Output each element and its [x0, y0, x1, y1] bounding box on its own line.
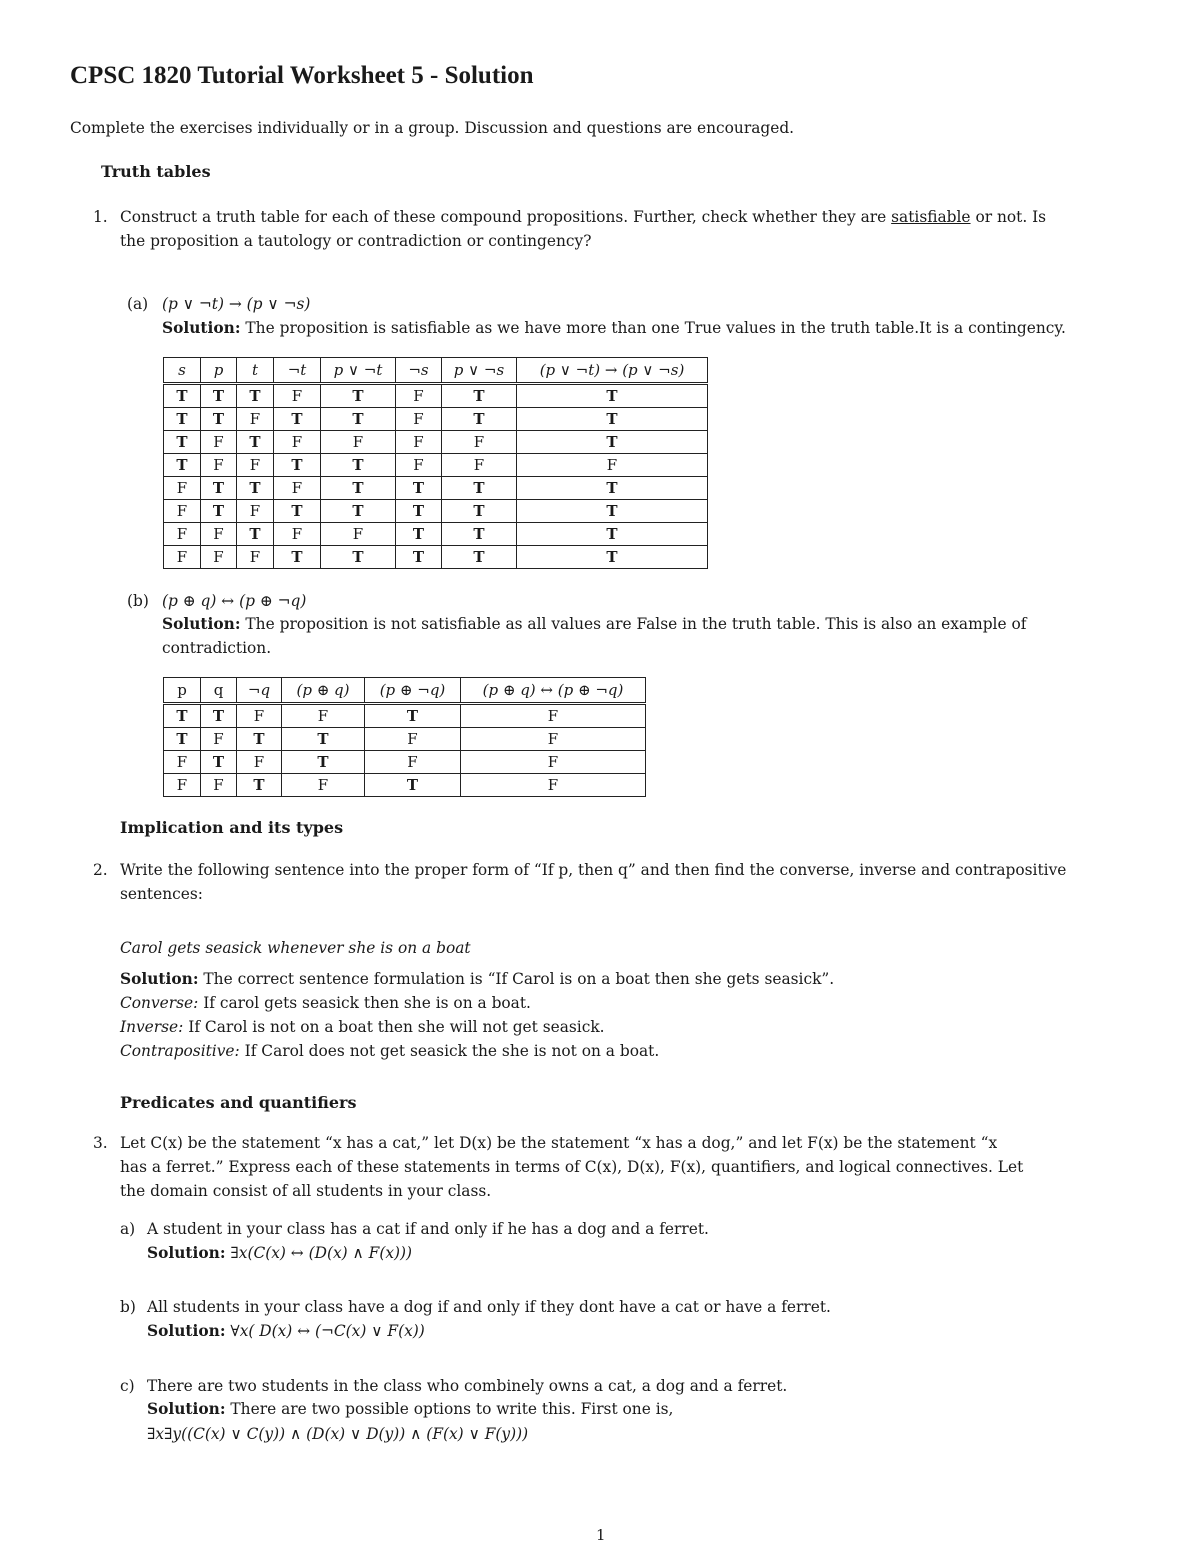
question-1-number: 1.	[93, 208, 108, 226]
converse-line: Converse: If carol gets seasick then she is on a boat.	[120, 994, 531, 1012]
table-a-cell: F	[201, 546, 237, 569]
table-a-cell: F	[274, 523, 321, 546]
table-a-cell: T	[517, 408, 708, 431]
table-a-cell: T	[321, 500, 396, 523]
part-3b-label: b)	[120, 1298, 136, 1316]
table-a-header-row	[164, 358, 708, 384]
table-a-cell: T	[321, 454, 396, 477]
table-a-cell: T	[396, 477, 442, 500]
table-a-cell: T	[517, 546, 708, 569]
part-b-solution-line2: contradiction.	[162, 639, 272, 657]
table-b-cell: F	[237, 704, 282, 728]
table-a-cell: T	[274, 500, 321, 523]
table-a-cell: F	[201, 523, 237, 546]
part-a-solution: Solution: The proposition is satisfiable as we have more than one True values in the truth table.It is a contingency.	[162, 319, 1066, 337]
table-b-cell: F	[201, 774, 237, 797]
table-b-cell: F	[461, 774, 646, 797]
question-1-line2: the proposition a tautology or contradiction or contingency?	[120, 232, 592, 250]
table-a-row	[164, 431, 708, 454]
carol-sentence: Carol gets seasick whenever she is on a boat	[120, 939, 471, 957]
part-3c-solution: Solution: There are two possible options to write this. First one is,	[147, 1400, 674, 1418]
page-number: 1	[596, 1526, 606, 1544]
table-a-header-cell: (p ∨ ¬t) → (p ∨ ¬s)	[517, 358, 708, 384]
table-a-cell: F	[396, 384, 442, 408]
table-a-cell: F	[396, 454, 442, 477]
table-b-cell: F	[164, 774, 201, 797]
table-b-header-cell: (p ⊕ q)	[282, 678, 365, 704]
table-b-cell: F	[365, 751, 461, 774]
contrapositive-line: Contrapositive: If Carol does not get seasick the she is not on a boat.	[120, 1042, 660, 1060]
section-heading-implication: Implication and its types	[120, 818, 344, 837]
table-a-cell: T	[442, 500, 517, 523]
part-b-label: (b)	[127, 592, 149, 610]
table-b-cell: F	[282, 774, 365, 797]
table-b-cell: T	[282, 728, 365, 751]
table-b-header-cell: ¬q	[237, 678, 282, 704]
table-a-header-cell: p ∨ ¬s	[442, 358, 517, 384]
table-a-header-cell: s	[164, 358, 201, 384]
table-a-cell: T	[274, 546, 321, 569]
table-a-cell: F	[237, 546, 274, 569]
table-a-cell: T	[442, 384, 517, 408]
table-a-cell: F	[442, 431, 517, 454]
table-b-cell: T	[282, 751, 365, 774]
table-a-cell: F	[396, 431, 442, 454]
part-3a-solution: Solution: ∃x(C(x) ↔ (D(x) ∧ F(x)))	[147, 1244, 413, 1262]
table-a-cell: T	[396, 523, 442, 546]
question-3-number: 3.	[93, 1134, 108, 1152]
table-a-cell: F	[237, 408, 274, 431]
intro-text: Complete the exercises individually or in a group. Discussion and questions are encouraged.	[70, 119, 795, 137]
table-a-cell: T	[201, 384, 237, 408]
table-a-cell: F	[274, 431, 321, 454]
section-heading-truth-tables: Truth tables	[101, 162, 211, 181]
table-b-cell: F	[461, 704, 646, 728]
table-a-header-cell: ¬t	[274, 358, 321, 384]
table-a-cell: T	[321, 408, 396, 431]
table-b-cell: T	[365, 774, 461, 797]
table-b-row	[164, 751, 646, 774]
question-3-line1: Let C(x) be the statement “x has a cat,” let D(x) be the statement “x has a dog,” and let F(x) be the statement “x	[120, 1134, 998, 1152]
table-a-header-cell: p	[201, 358, 237, 384]
table-a-cell: F	[274, 477, 321, 500]
table-b-row	[164, 728, 646, 751]
table-a-cell: T	[321, 384, 396, 408]
table-b-cell: F	[365, 728, 461, 751]
table-a-cell: T	[164, 408, 201, 431]
table-b-cell: T	[237, 728, 282, 751]
table-a-cell: F	[201, 431, 237, 454]
question-3-line3: the domain consist of all students in your class.	[120, 1182, 492, 1200]
table-a-row	[164, 477, 708, 500]
table-a-cell: T	[321, 546, 396, 569]
table-b-row	[164, 774, 646, 797]
table-a-cell: T	[517, 384, 708, 408]
table-a-cell: F	[321, 431, 396, 454]
part-3c-formula: ∃x∃y((C(x) ∨ C(y)) ∧ (D(x) ∨ D(y)) ∧ (F(x) ∨ F(y)))	[147, 1425, 529, 1443]
table-b-cell: F	[282, 704, 365, 728]
page-title: CPSC 1820 Tutorial Worksheet 5 - Solution	[70, 62, 534, 89]
table-a-cell: T	[164, 384, 201, 408]
table-a-row	[164, 500, 708, 523]
table-b-header-cell: p	[164, 678, 201, 704]
table-a-cell: T	[517, 477, 708, 500]
table-b-header-cell: (p ⊕ q) ↔ (p ⊕ ¬q)	[461, 678, 646, 704]
table-a-cell: T	[517, 500, 708, 523]
table-a-row	[164, 523, 708, 546]
table-a-cell: T	[442, 546, 517, 569]
table-a-cell: T	[396, 500, 442, 523]
table-a-cell: T	[201, 408, 237, 431]
table-b-cell: T	[201, 751, 237, 774]
table-a-header-cell: ¬s	[396, 358, 442, 384]
table-a-cell: T	[274, 408, 321, 431]
table-a-cell: T	[517, 523, 708, 546]
table-a-row	[164, 454, 708, 477]
question-3-line2: has a ferret.” Express each of these statements in terms of C(x), D(x), F(x), quantifiers, and logical connectives. Let	[120, 1158, 1024, 1176]
table-a-cell: T	[164, 454, 201, 477]
question-2-number: 2.	[93, 861, 108, 879]
table-a-cell: T	[201, 500, 237, 523]
table-a-cell: F	[164, 477, 201, 500]
inverse-line: Inverse: If Carol is not on a boat then she will not get seasick.	[120, 1018, 605, 1036]
table-a-cell: T	[201, 477, 237, 500]
table-b-cell: F	[164, 751, 201, 774]
table-a-cell: F	[321, 523, 396, 546]
question-1-line1: Construct a truth table for each of these compound propositions. Further, check whether they are satisfiable or not. Is	[120, 208, 1047, 226]
part-a-expression: (p ∨ ¬t) → (p ∨ ¬s)	[162, 295, 311, 313]
table-b-cell: T	[365, 704, 461, 728]
table-b-cell: F	[461, 751, 646, 774]
part-b-solution-line1: Solution: The proposition is not satisfiable as all values are False in the truth table. This is also an example of	[162, 615, 1027, 633]
truth-table-a	[163, 357, 708, 569]
table-a-cell: F	[396, 408, 442, 431]
table-a-cell: T	[442, 408, 517, 431]
section-heading-predicates: Predicates and quantifiers	[120, 1093, 357, 1112]
table-a-cell: T	[517, 431, 708, 454]
table-b-cell: T	[201, 704, 237, 728]
table-b-row	[164, 704, 646, 728]
part-3c-label: c)	[120, 1377, 135, 1395]
table-a-cell: F	[442, 454, 517, 477]
table-a-cell: T	[164, 431, 201, 454]
table-a-cell: F	[164, 500, 201, 523]
table-a-cell: T	[237, 384, 274, 408]
table-b-cell: T	[164, 728, 201, 751]
table-a-cell: T	[237, 477, 274, 500]
table-a-row	[164, 408, 708, 431]
part-3b-solution: Solution: ∀x( D(x) ↔ (¬C(x) ∨ F(x))	[147, 1322, 425, 1340]
table-a-cell: T	[237, 431, 274, 454]
table-b-cell: T	[237, 774, 282, 797]
part-3c-text: There are two students in the class who combinely owns a cat, a dog and a ferret.	[147, 1377, 788, 1395]
table-a-cell: T	[321, 477, 396, 500]
part-3a-label: a)	[120, 1220, 136, 1238]
table-a-cell: F	[201, 454, 237, 477]
part-3b-text: All students in your class have a dog if and only if they dont have a cat or have a ferret.	[147, 1298, 831, 1316]
satisfiable-underlined: satisfiable	[891, 208, 971, 226]
question-2-line1: Write the following sentence into the proper form of “If p, then q” and then find the converse, inverse and contrapositive	[120, 861, 1067, 879]
part-3a-text: A student in your class has a cat if and only if he has a dog and a ferret.	[147, 1220, 709, 1238]
part-b-expression: (p ⊕ q) ↔ (p ⊕ ¬q)	[162, 592, 307, 610]
table-a-row	[164, 546, 708, 569]
question-2-solution: Solution: The correct sentence formulation is “If Carol is on a boat then she gets seasick”.	[120, 970, 835, 988]
question-2-line2: sentences:	[120, 885, 203, 903]
truth-table-b	[163, 677, 646, 797]
table-b-header-cell: (p ⊕ ¬q)	[365, 678, 461, 704]
table-b-cell: F	[237, 751, 282, 774]
table-a-cell: T	[396, 546, 442, 569]
table-a-cell: T	[442, 477, 517, 500]
table-a-cell: F	[164, 546, 201, 569]
table-a-cell: F	[237, 500, 274, 523]
table-b-cell: F	[461, 728, 646, 751]
table-a-cell: T	[274, 454, 321, 477]
table-b-header-cell: q	[201, 678, 237, 704]
table-a-cell: F	[517, 454, 708, 477]
part-a-label: (a)	[127, 295, 149, 313]
table-b-cell: F	[201, 728, 237, 751]
table-b-cell: T	[164, 704, 201, 728]
table-a-header-cell: t	[237, 358, 274, 384]
table-a-header-cell: p ∨ ¬t	[321, 358, 396, 384]
table-b-header-row	[164, 678, 646, 704]
table-a-row	[164, 384, 708, 408]
table-a-cell: F	[274, 384, 321, 408]
table-a-cell: T	[442, 523, 517, 546]
table-a-cell: F	[237, 454, 274, 477]
table-a-cell: T	[237, 523, 274, 546]
table-a-cell: F	[164, 523, 201, 546]
